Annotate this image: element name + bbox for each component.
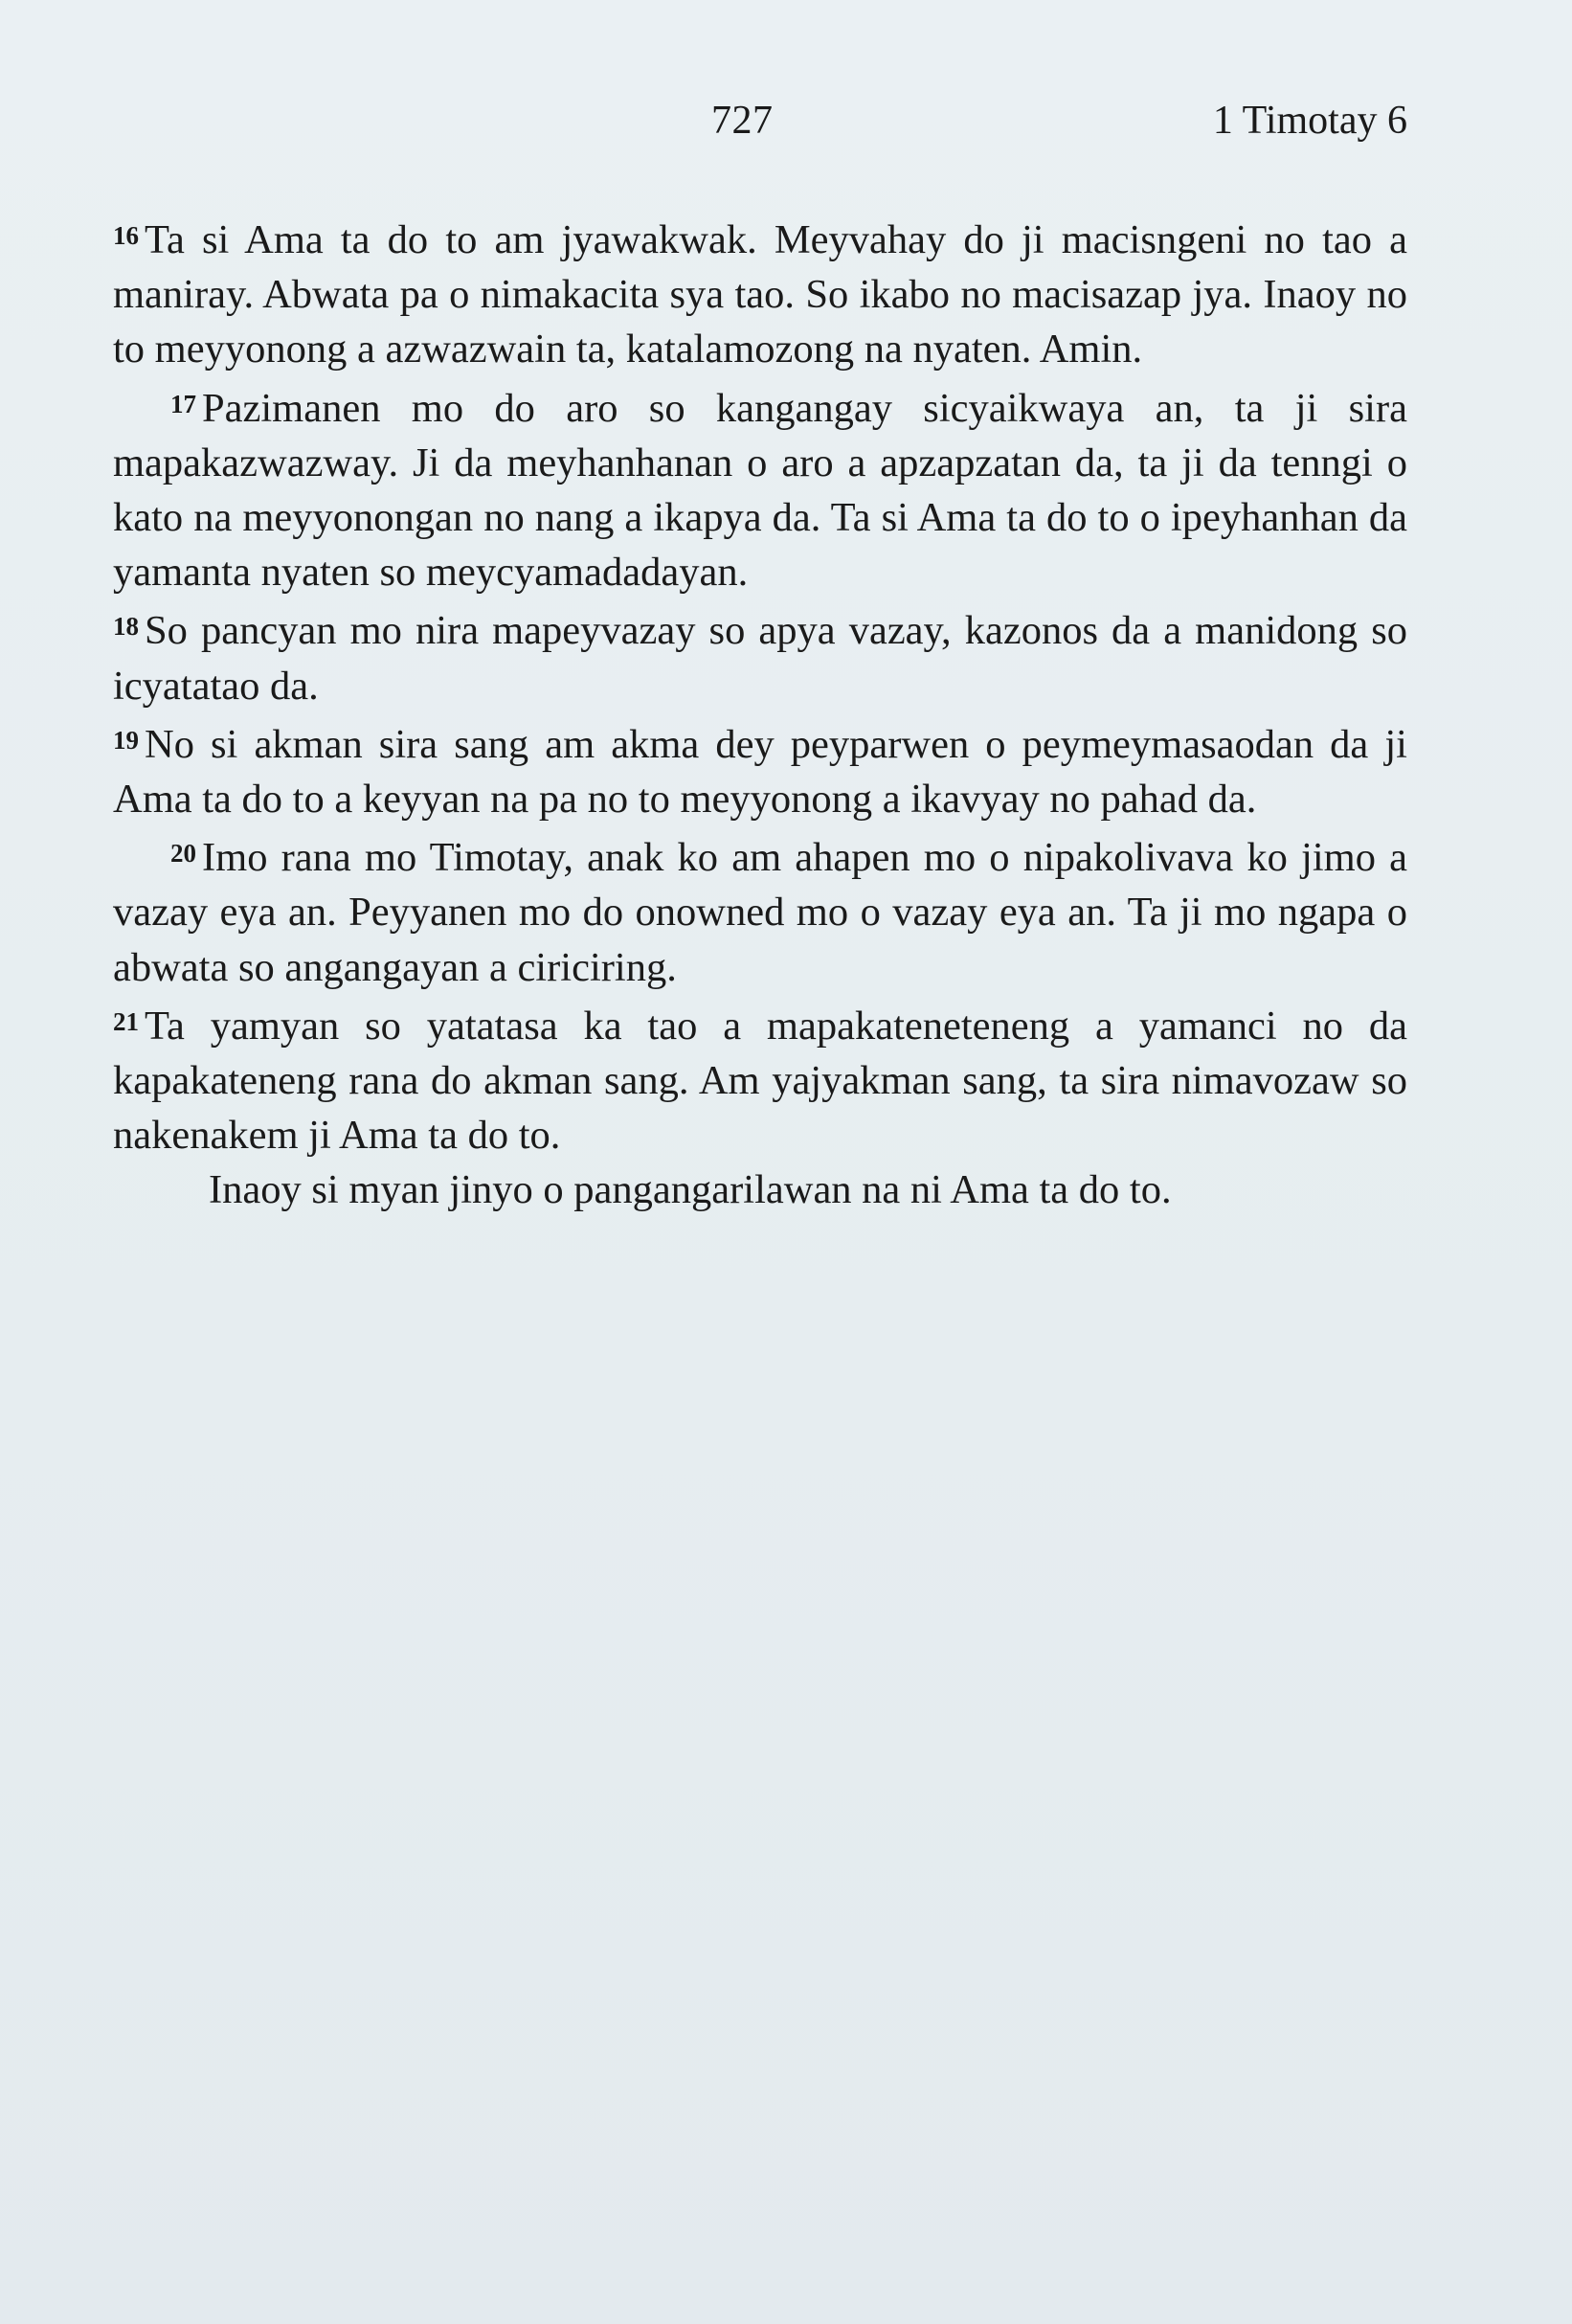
verse-17 — [113, 377, 1407, 600]
verse-number: 16 — [113, 221, 139, 250]
page-header — [113, 98, 1407, 155]
verse-text: Pazimanen mo do aro so kangangay sicyaikwaya an, ta ji sira mapakazwazway. Ji da meyhanhanan o aro a apzapzatan da, ta ji da tenngi o kato na meyyonongan no nang a ikapya da. Ta si Ama ta do to o ipeyhanhan da yamanta nyaten so meycyamadadayan. — [113, 385, 1407, 596]
closing-blessing: Inaoy si myan jinyo o pangangarilawan na ni Ama ta do to. — [209, 1167, 1172, 1213]
running-head: 1 Timotay 6 — [1212, 99, 1407, 143]
verse-number: 17 — [170, 389, 196, 418]
verse-20 — [113, 826, 1407, 995]
verse-text: No si akman sira sang am akma dey peyparwen o peymeymasaodan da ji Ama ta do to a keyyan na pa no to meyyonong a ikavyay no pahad da. — [113, 721, 1407, 823]
verse-21 — [113, 995, 1407, 1163]
verse-16 — [113, 209, 1407, 377]
verse-number: 18 — [113, 612, 139, 642]
chapter-text — [113, 209, 1407, 1218]
verse-number: 20 — [170, 839, 196, 869]
verse-text: Ta si Ama ta do to am jyawakwak. Meyvahay do ji macisngeni no tao a maniray. Abwata pa o nimakacita sya tao. So ikabo no macisazap jya. Inaoy no to meyyonong a azwazwain ta, katalamozong na nyaten. Amin. — [113, 217, 1407, 372]
verse-number: 21 — [113, 1006, 139, 1036]
verse-text: So pancyan mo nira mapeyvazay so apya vazay, kazonos da a manidong so icyatatao da. — [113, 608, 1407, 709]
verse-number: 19 — [113, 725, 139, 755]
verse-19 — [113, 713, 1407, 826]
verse-text: Imo rana mo Timotay, anak ko am ahapen mo o nipakolivava ko jimo a vazay eya an. Peyyanen mo do onowned mo o vazay eya an. Ta ji mo ngapa o abwata so angangayan a ciriciring. — [113, 835, 1407, 990]
verse-18 — [113, 599, 1407, 712]
verse-text: Ta yamyan so yatatasa ka tao a mapakateneteneng a yamanci no da kapakateneng rana do akman sang. Am yajyakman sang, ta sira nimavozaw so nakenakem ji Ama ta do to. — [113, 1003, 1407, 1159]
page-number: 727 — [711, 99, 774, 143]
